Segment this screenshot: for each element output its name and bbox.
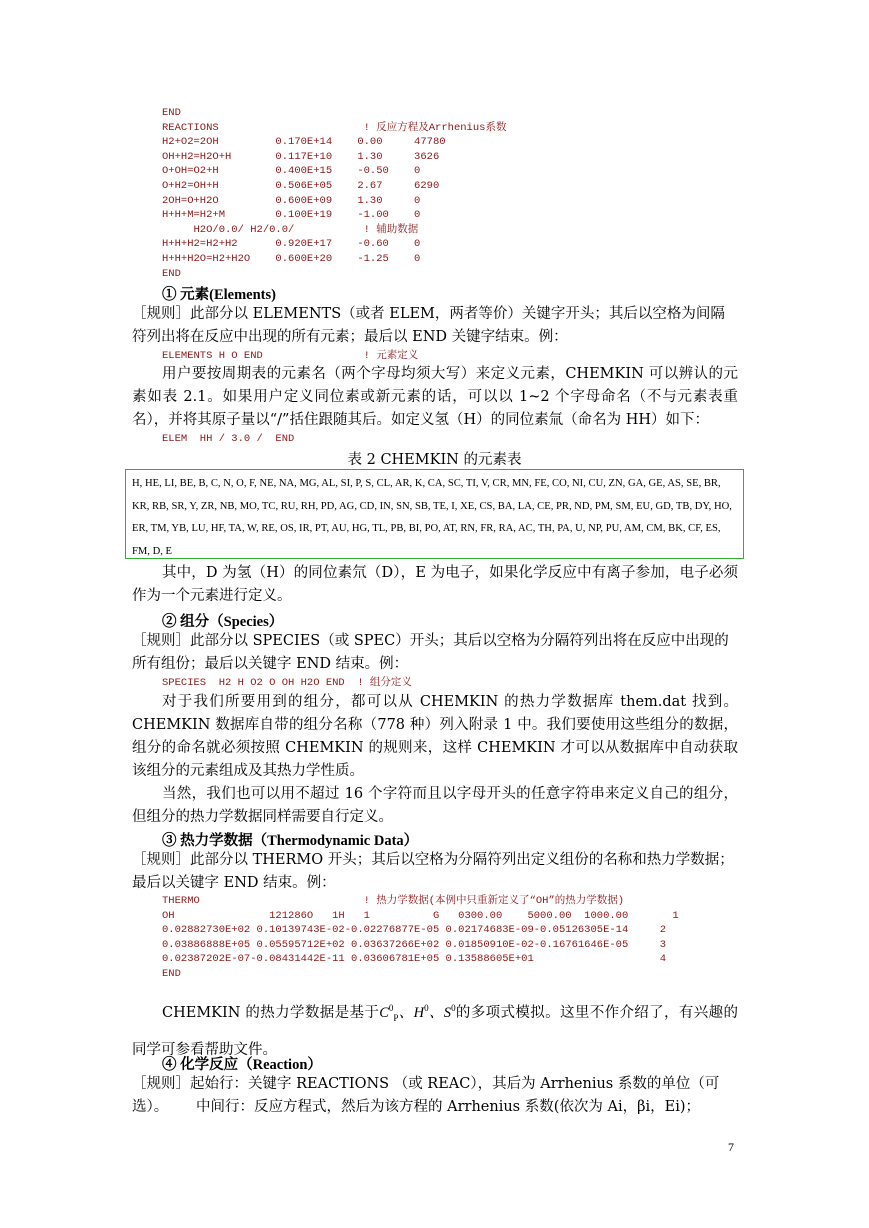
code-species-example: SPECIES H2 H O2 O OH H2O END ! 组分定义: [162, 677, 412, 689]
math-cp-h-s: $C^0_P$、$H^0$、$S^0$: [379, 1003, 456, 1023]
code-thermo-example: THERMO ! 热力学数据(本例中只重新定义了“OH”的热力学数据) OH 121286O 1H 1 G 0300.00 5000.00 1000.00 1 0.02882730E+02 0.10139743E-02-0.02276877E-05 0.02174683E-09-0.05126305E-14 2 0.03886888E+05 0.05595712E+02 0.03637266E+02 0.01850910E-02-0.16761646E-05 3 0.02387202E-07-0.08431442E-11 0.03606781E+05 0.13588605E+01 4 END: [162, 895, 679, 980]
element-table: H, HE, LI, BE, B, C, N, O, F, NE, NA, MG, AL, SI, P, S, CL, AR, K, CA, SC, TI, V, CR, MN, FE, CO, NI, CU, ZN, GA, GE, AS, SE, BR, KR, RB, SR, Y, ZR, NB, MO, TC, RU, RH, PD, AG, CD, IN, SN, SB, TE, I, XE, CS, BA, LA, CE, PR, ND, PM, SM, EU, GD, TB, DY, HO, ER, TM, YB, LU, HF, TA, W, RE, OS, IR, PT, AU, HG, TL, PB, BI, PO, AT, RN, FR, RA, AC, TH, PA, U, NP, PU, AM, CM, BK, CF, ES, FM, D, E: [125, 469, 744, 559]
rule-species: ［规则］此部分以 SPECIES（或 SPEC）开头；其后以空格为分隔符列出将在反应中出现的所有组份；最后以关键字 END 结束。例：: [132, 633, 729, 672]
code-block-reactions: END REACTIONS ! 反应方程及Arrhenius系数 H2+O2=2OH 0.170E+14 0.00 47780 OH+H2=H2O+H 0.117E+10 1.30 3626 O+OH=O2+H 0.400E+15 -0.50 0 O+H2=OH+H 0.506E+05 2.67 6290 2OH=O+H2O 0.600E+09 1.30 0 H+H+M=H2+M 0.100E+19 -1.00 0 H2O/0.0/ H2/0.0/ ! 辅助数据 H+H+H2=H2+H2 0.920E+17 -0.60 0 H+H+H2O=H2+H2O 0.600E+20 -1.25 0 END: [162, 107, 507, 280]
heading-elements: ① 元素(Elements): [162, 287, 276, 303]
code-elements-example: ELEMENTS H O END ! 元素定义: [162, 350, 419, 362]
paragraph-elements-2: 其中，D 为氢（H）的同位素氘（D），E 为电子，如果化学反应中有离子参加，电子必须作为一个元素进行定义。: [132, 565, 738, 604]
rule-thermo: ［规则］此部分以 THERMO 开头；其后以空格为分隔符列出定义组份的名称和热力学数据；最后以关键字 END 结束。例：: [132, 852, 734, 891]
heading-species: ② 组分（Species）: [162, 614, 284, 630]
paragraph-elements: 用户要按周期表的元素名（两个字母均须大写）来定义元素，CHEMKIN 可以辨认的元素如表 2.1。如果用户定义同位素或新元素的话，可以以 1~2 个字母命名（不与元素表重名），并将其原子量以“/”括住跟随其后。如定义氢（H）的同位素氚（命名为 HH）如下：: [132, 366, 738, 428]
rule-reaction-1: ［规则］起始行：关键字 REACTIONS （或 REAC），其后为 Arrhenius 系数的单位（可选）。: [132, 1076, 720, 1115]
thermo-text-b: 的多项式模拟。这里不作介绍了，有兴趣的同学可参看帮助文件。: [132, 1004, 738, 1058]
heading-thermo: ③ 热力学数据（Thermodynamic Data）: [162, 833, 419, 849]
page-number: 7: [728, 1140, 734, 1154]
paragraph-species-2: 当然，我们也可以用不超过 16 个字符而且以字母开头的任意字符串来定义自己的组分，但组分的热力学数据同样需要自行定义。: [132, 786, 738, 825]
code-elements-example-2: ELEM HH / 3.0 / END: [162, 433, 295, 445]
paragraph-species-1: 对于我们所要用到的组分，都可以从 CHEMKIN 的热力学数据库 them.dat 找到。CHEMKIN 数据库自带的组分名称（778 种）列入附录 1 中。我们要使用这些组分的数据，组分的命名就必须按照 CHEMKIN 的规则来，这样 CHEMKIN 才可以从数据库中自动获取该组分的元素组成及其热力学性质。: [132, 694, 738, 779]
heading-reaction: ④ 化学反应（Reaction）: [162, 1057, 322, 1073]
thermo-text-a: CHEMKIN 的热力学数据是基于: [162, 1004, 380, 1021]
table-caption: 表 2 CHEMKIN 的元素表: [347, 452, 522, 468]
rule-reaction-2: 中间行：反应方程式，然后为该方程的 Arrhenius 系数(依次为 Ai，βi，Ei)；: [196, 1099, 701, 1115]
rule-elements: ［规则］此部分以 ELEMENTS（或者 ELEM，两者等价）关键字开头；其后以空格为间隔符列出将在反应中出现的所有元素；最后以 END 关键字结束。例：: [132, 306, 725, 345]
